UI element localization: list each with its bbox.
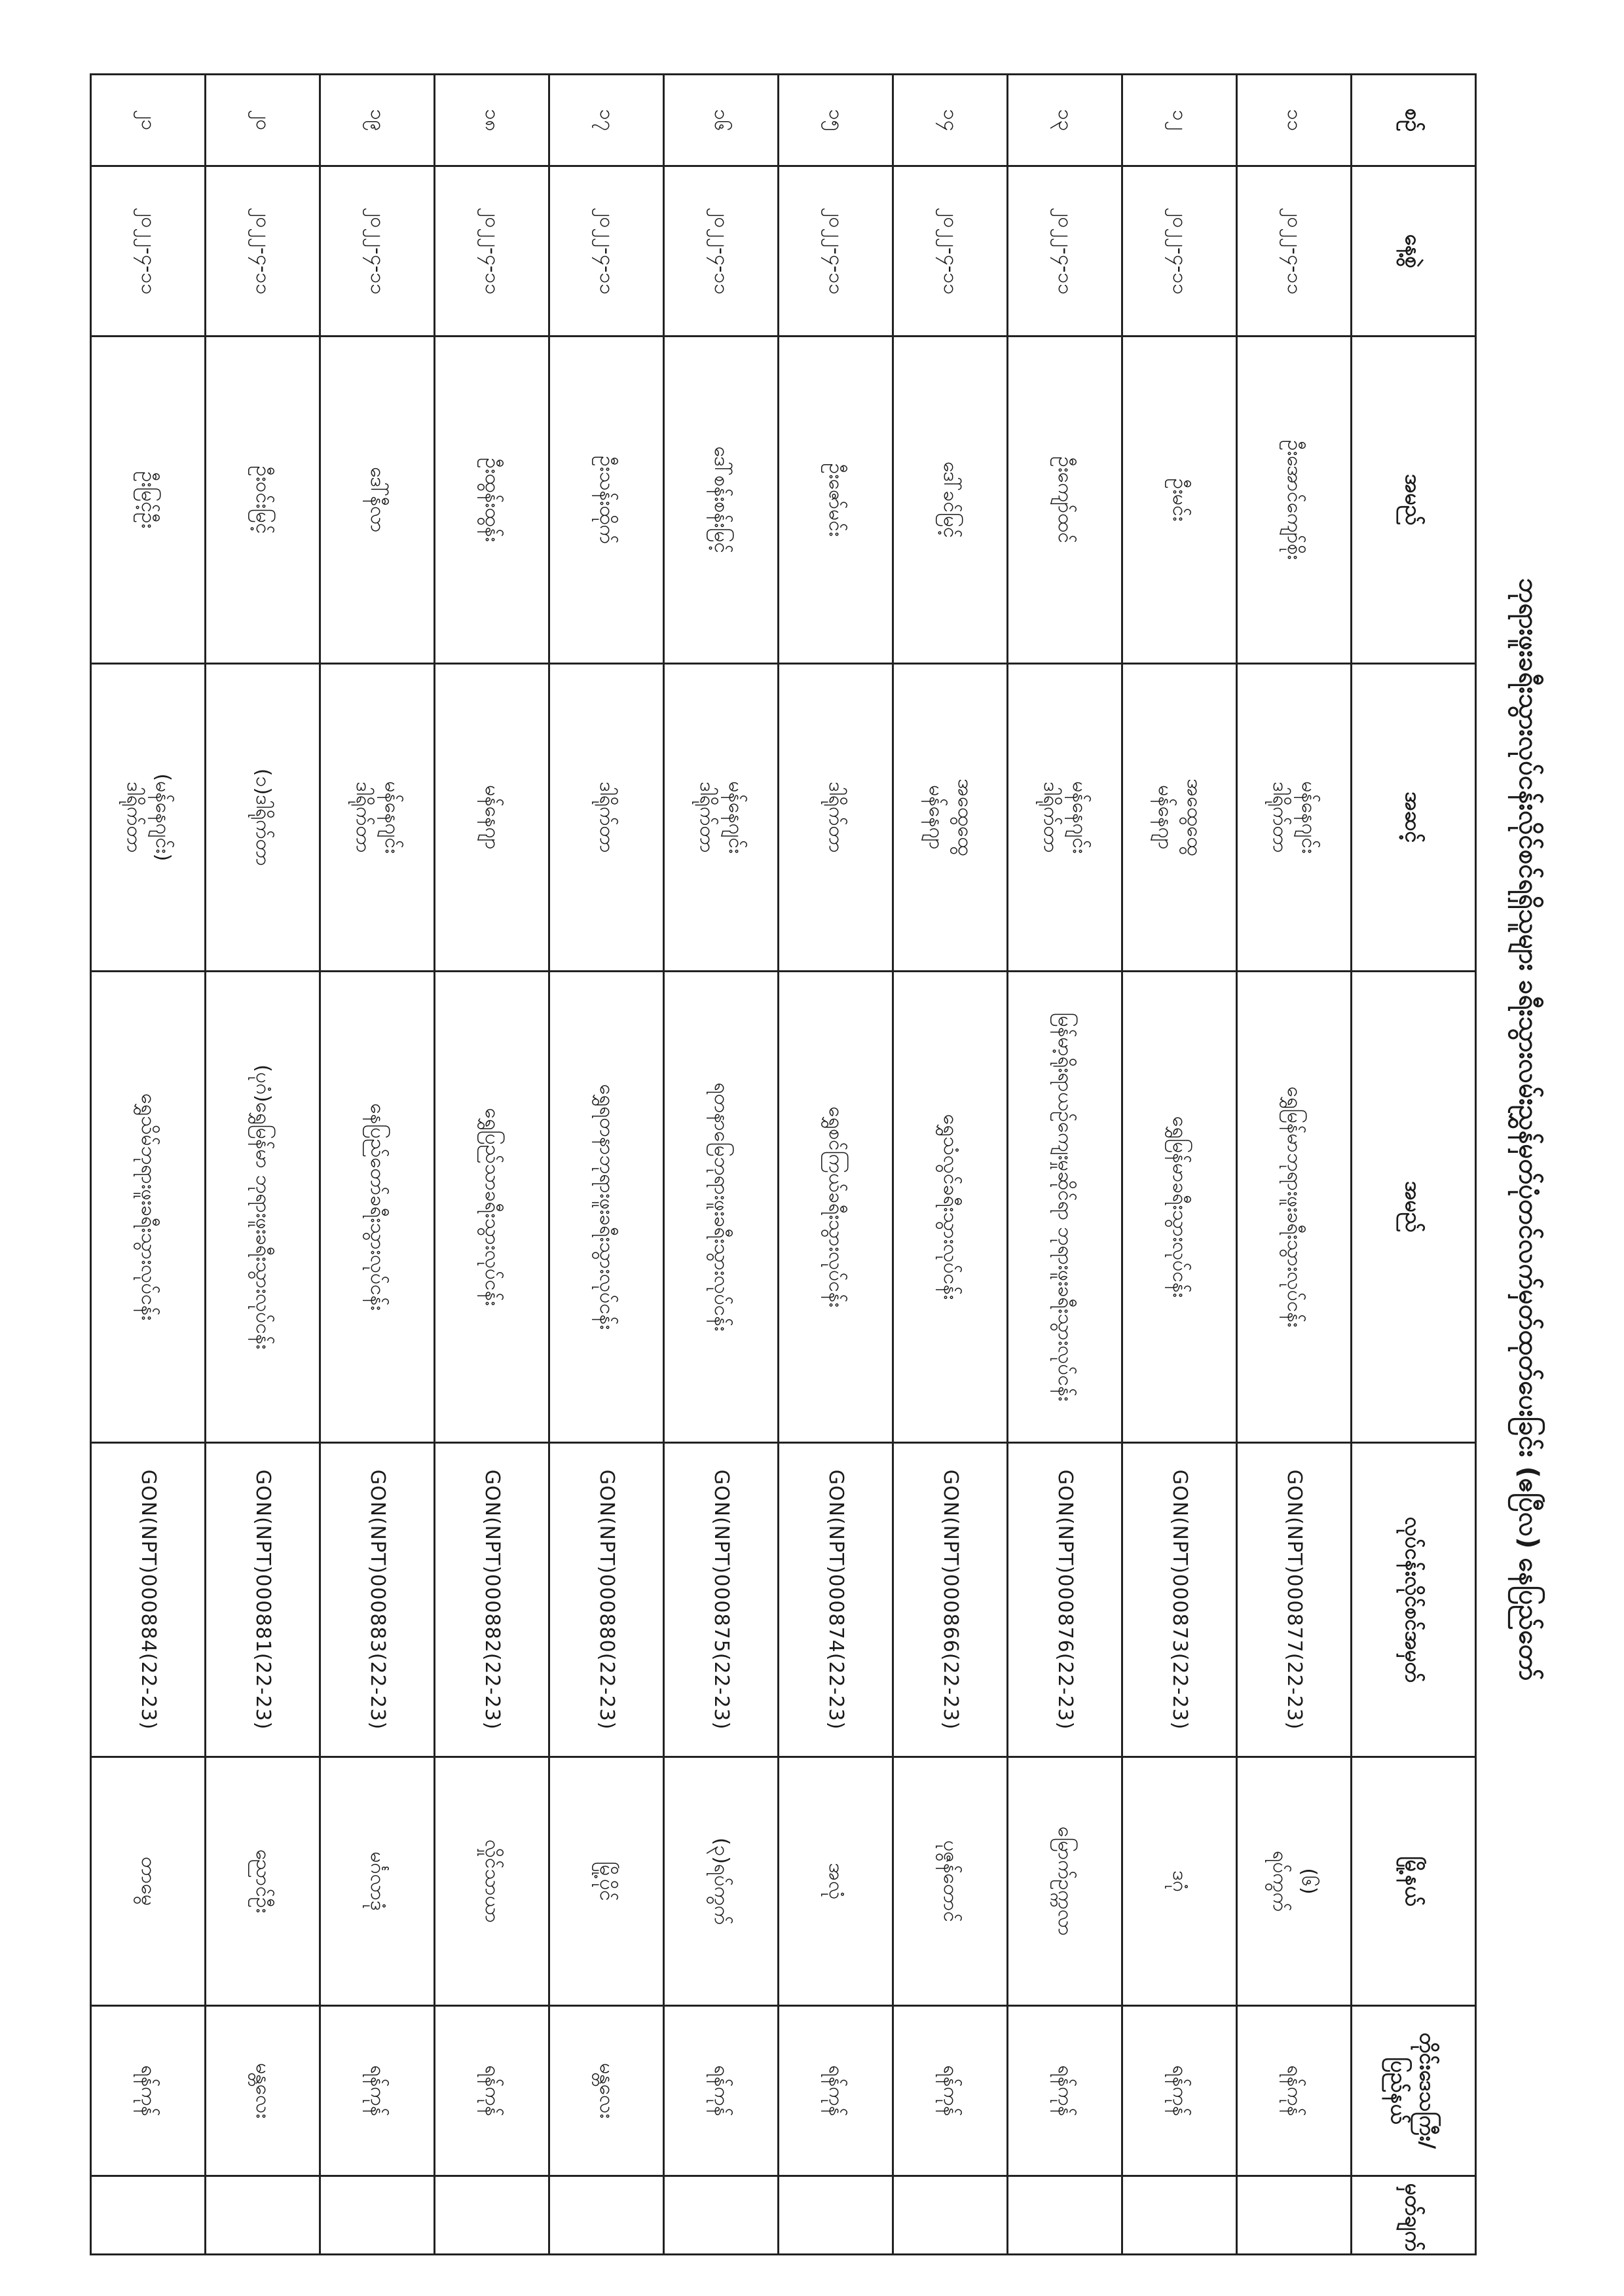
cell-no: ၂၁	[91, 75, 206, 166]
cell-township: ပုဇွန်တောင်	[893, 1757, 1008, 2006]
cell-township: ဒဂုံ	[1122, 1757, 1237, 2006]
cell-position: ဒါရိုက်တာ	[779, 664, 893, 972]
cell-date: ၂၀၂၂-၄-၁၁	[779, 166, 893, 337]
cell-position: မန်နေဂျင်း ဒါရိုက်တာ	[320, 664, 435, 972]
cell-remark	[893, 2176, 1008, 2255]
header-date: နေ့စွဲ	[1352, 166, 1476, 337]
cell-position: (မန်နေဂျင်း) ဒါရိုက်တာ	[91, 664, 206, 972]
cell-region: ရန်ကုန်	[779, 2006, 893, 2176]
cell-no: ၁၄	[893, 75, 1008, 166]
cell-township: (၃)ရပ်ကွက်	[664, 1757, 779, 2006]
table-row	[435, 75, 549, 2255]
cell-remark	[91, 2176, 206, 2255]
cell-region: မန္တလေး	[206, 2006, 320, 2176]
cell-business-name: ရတနာမြေဘုရားဖူးခရီးသွားလုပ်ငန်း	[664, 972, 779, 1443]
cell-business-name: ရွှေသိမ်ဘုရားဖူးခရီးသွားလုပ်ငန်း	[91, 972, 206, 1443]
cell-township: မြို့ပိုင်	[549, 1757, 664, 2006]
cell-no: ၁၃	[1008, 75, 1122, 166]
cell-region: ရန်ကုန်	[893, 2006, 1008, 2176]
cell-remark	[549, 2176, 664, 2255]
cell-license-number: GON(NPT)000877(22-23)	[1237, 1443, 1352, 1757]
cell-business-name: မြန်မာ့ရိုးရာယဉ်ကျေးမှုဆိုင်ရာ ဘုရားဖူးခရီးသွားလုပ်ငန်း	[1008, 972, 1122, 1443]
cell-business-name: ရွှေသံလွင်ခရီးသွားလုပ်ငန်း	[893, 972, 1008, 1443]
table-header-row	[1352, 75, 1476, 2255]
cell-business-name: (ပုဂံ)ရွှေမြန်မာ ဘုရားဖူးခရီးသွားလုပ်ငန်း	[206, 972, 320, 1443]
cell-position: မန်နေဂျင်း ဒါရိုက်တာ	[1008, 664, 1122, 972]
cell-business-name: ရွှေပြည်သာခရီးသွားလုပ်ငန်း	[435, 972, 549, 1443]
cell-region: ရန်ကုန်	[91, 2006, 206, 2176]
table-row	[206, 75, 320, 2255]
cell-date: ၂၀၂၂-၄-၁၁	[320, 166, 435, 337]
cell-region: ရန်ကုန်	[320, 2006, 435, 2176]
cell-remark	[1237, 2176, 1352, 2255]
cell-date: ၂၀၂၂-၄-၁၁	[91, 166, 206, 337]
cell-license-number: GON(NPT)000873(22-23)	[1122, 1443, 1237, 1757]
cell-date: ၂၀၂၂-၄-၁၁	[1122, 166, 1237, 337]
cell-position: ဒါရိုက်တာ	[549, 664, 664, 972]
cell-remark	[664, 2176, 779, 2255]
cell-no: ၁၉	[320, 75, 435, 166]
table-row	[779, 75, 893, 2255]
cell-holder-name: ဒေါ်နီလာ	[320, 337, 435, 664]
cell-no: ၁၆	[664, 75, 779, 166]
cell-date: ၂၀၂၂-၄-၁၁	[1237, 166, 1352, 337]
cell-business-name: ရွှေမြန်မာဘုရားဖူးခရီးသွားလုပ်ငန်း	[1237, 972, 1352, 1443]
header-holder-name: အမည်	[1352, 337, 1476, 664]
cell-holder-name: ဦးအောင်ကျော်စိုး	[1237, 337, 1352, 664]
cell-no: ၁၅	[779, 75, 893, 166]
cell-no: ၁၇	[549, 75, 664, 166]
cell-holder-name: ဦးဇော်မင်း	[779, 337, 893, 664]
table-row	[91, 75, 206, 2255]
table-row	[549, 75, 664, 2255]
cell-license-number: GON(NPT)000876(22-23)	[1008, 1443, 1122, 1757]
header-business-name: အမည်	[1352, 972, 1476, 1443]
table-row	[893, 75, 1008, 2255]
cell-license-number: GON(NPT)000875(22-23)	[664, 1443, 779, 1757]
cell-position: အထွေထွေ မန်နေဂျာ	[893, 664, 1008, 972]
cell-remark	[435, 2176, 549, 2255]
cell-date: ၂၀၂၂-၄-၁၁	[435, 166, 549, 337]
header-township: မြို့နယ်	[1352, 1757, 1476, 2006]
cell-license-number: GON(NPT)000881(22-23)	[206, 1443, 320, 1757]
cell-position: မန်နေဂျာ	[435, 664, 549, 972]
cell-date: ၂၀၂၂-၄-၁၁	[1008, 166, 1122, 337]
cell-holder-name: ဦးဝင်းမြင့်	[206, 337, 320, 664]
cell-region: ရန်ကုန်	[1008, 2006, 1122, 2176]
header-remark: မှတ်ချက်	[1352, 2176, 1476, 2255]
cell-business-name: ရွှေမြန်မာခရီးသွားလုပ်ငန်း	[1122, 972, 1237, 1443]
header-no: စဉ်	[1352, 75, 1476, 166]
cell-business-name: ရွှေရတနာဘုရားဖူးခရီးသွားလုပ်ငန်း	[549, 972, 664, 1443]
cell-remark	[779, 2176, 893, 2255]
cell-no: ၂၀	[206, 75, 320, 166]
table-row	[320, 75, 435, 2255]
cell-date: ၂၀၂၂-၄-၁၁	[206, 166, 320, 337]
header-region: တိုင်းဒေသကြီး/ ပြည်နယ်	[1352, 2006, 1476, 2176]
cell-region: ရန်ကုန်	[664, 2006, 779, 2176]
cell-position: မန်နေဂျင်း ဒါရိုက်တာ	[664, 664, 779, 972]
cell-holder-name: ဒေါ်စန်းစန်းမြင့်	[664, 337, 779, 664]
cell-holder-name: ဦးထွန်းထွန်း	[435, 337, 549, 664]
table-row	[1008, 75, 1122, 2255]
cell-date: ၂၀၂၂-၄-၁၁	[893, 166, 1008, 337]
table-row	[1122, 75, 1237, 2255]
cell-date: ၂၀၂၂-၄-၁၁	[549, 166, 664, 337]
cell-region: ရန်ကုန်	[435, 2006, 549, 2176]
table-row	[1237, 75, 1352, 2255]
cell-position: အထွေထွေ မန်နေဂျာ	[1122, 664, 1237, 972]
cell-holder-name: ဦးကျော်ထင်	[1008, 337, 1122, 664]
cell-business-name: နေပြည်တော်ခရီးသွားလုပ်ငန်း	[320, 972, 435, 1443]
cell-township: မင်္ဂလာဒုံ	[320, 1757, 435, 2006]
cell-no: ၁၂	[1122, 75, 1237, 166]
cell-township: တာမွေ	[91, 1757, 206, 2006]
cell-holder-name: ဦးမြင့်ဦး	[91, 337, 206, 664]
document-title: ဘုရားဖူးခရီးသွားလုပ်ငန်းလိုင်စင်ရရှိသူများ ခရီးသွားလမ်းညွှန်မှတ်ပုံတင်လက်မှတ်ထုတ်ပေးခြင်း (ဧပြီလ) နေပြည်တော်	[1513, 577, 1543, 1681]
header-license-number: လုပ်ငန်းလိုင်စင်အမှတ်	[1352, 1443, 1476, 1757]
cell-license-number: GON(NPT)000880(22-23)	[549, 1443, 664, 1757]
cell-license-number: GON(NPT)000866(22-23)	[893, 1443, 1008, 1757]
cell-remark	[1122, 2176, 1237, 2255]
cell-township: ညောင်ဦး	[206, 1757, 320, 2006]
cell-license-number: GON(NPT)000874(22-23)	[779, 1443, 893, 1757]
license-register-table	[90, 73, 1477, 2255]
table-row	[664, 75, 779, 2255]
cell-position: (၁)ဒါရိုက်တာ	[206, 664, 320, 972]
cell-business-name: ရွှေစင်ကြယ်ခရီးသွားလုပ်ငန်း	[779, 972, 893, 1443]
cell-position: မန်နေဂျင်း ဒါရိုက်တာ	[1237, 664, 1352, 972]
cell-township: လှိုင်သာယာ	[435, 1757, 549, 2006]
cell-no: ၁၈	[435, 75, 549, 166]
cell-region: မန္တလေး	[549, 2006, 664, 2176]
cell-license-number: GON(NPT)000882(22-23)	[435, 1443, 549, 1757]
cell-remark	[1008, 2176, 1122, 2255]
cell-holder-name: ဦးမင်း	[1122, 337, 1237, 664]
cell-remark	[206, 2176, 320, 2255]
cell-license-number: GON(NPT)000884(22-23)	[91, 1443, 206, 1757]
cell-region: ရန်ကုန်	[1237, 2006, 1352, 2176]
cell-no: ၁၁	[1237, 75, 1352, 166]
cell-region: ရန်ကုန်	[1122, 2006, 1237, 2176]
cell-date: ၂၀၂၂-၄-၁၁	[664, 166, 779, 337]
cell-license-number: GON(NPT)000883(22-23)	[320, 1443, 435, 1757]
cell-holder-name: ဦးသန်းထိုက်	[549, 337, 664, 664]
cell-township: အလုံ	[779, 1757, 893, 2006]
cell-holder-name: ဒေါ်ခင်မြင့်	[893, 337, 1008, 664]
cell-remark	[320, 2176, 435, 2255]
cell-township: မြောက်ဥက္ကလာ	[1008, 1757, 1122, 2006]
header-position: အဆင့်	[1352, 664, 1476, 972]
cell-township: (၆) ရပ်ကွက်	[1237, 1757, 1352, 2006]
